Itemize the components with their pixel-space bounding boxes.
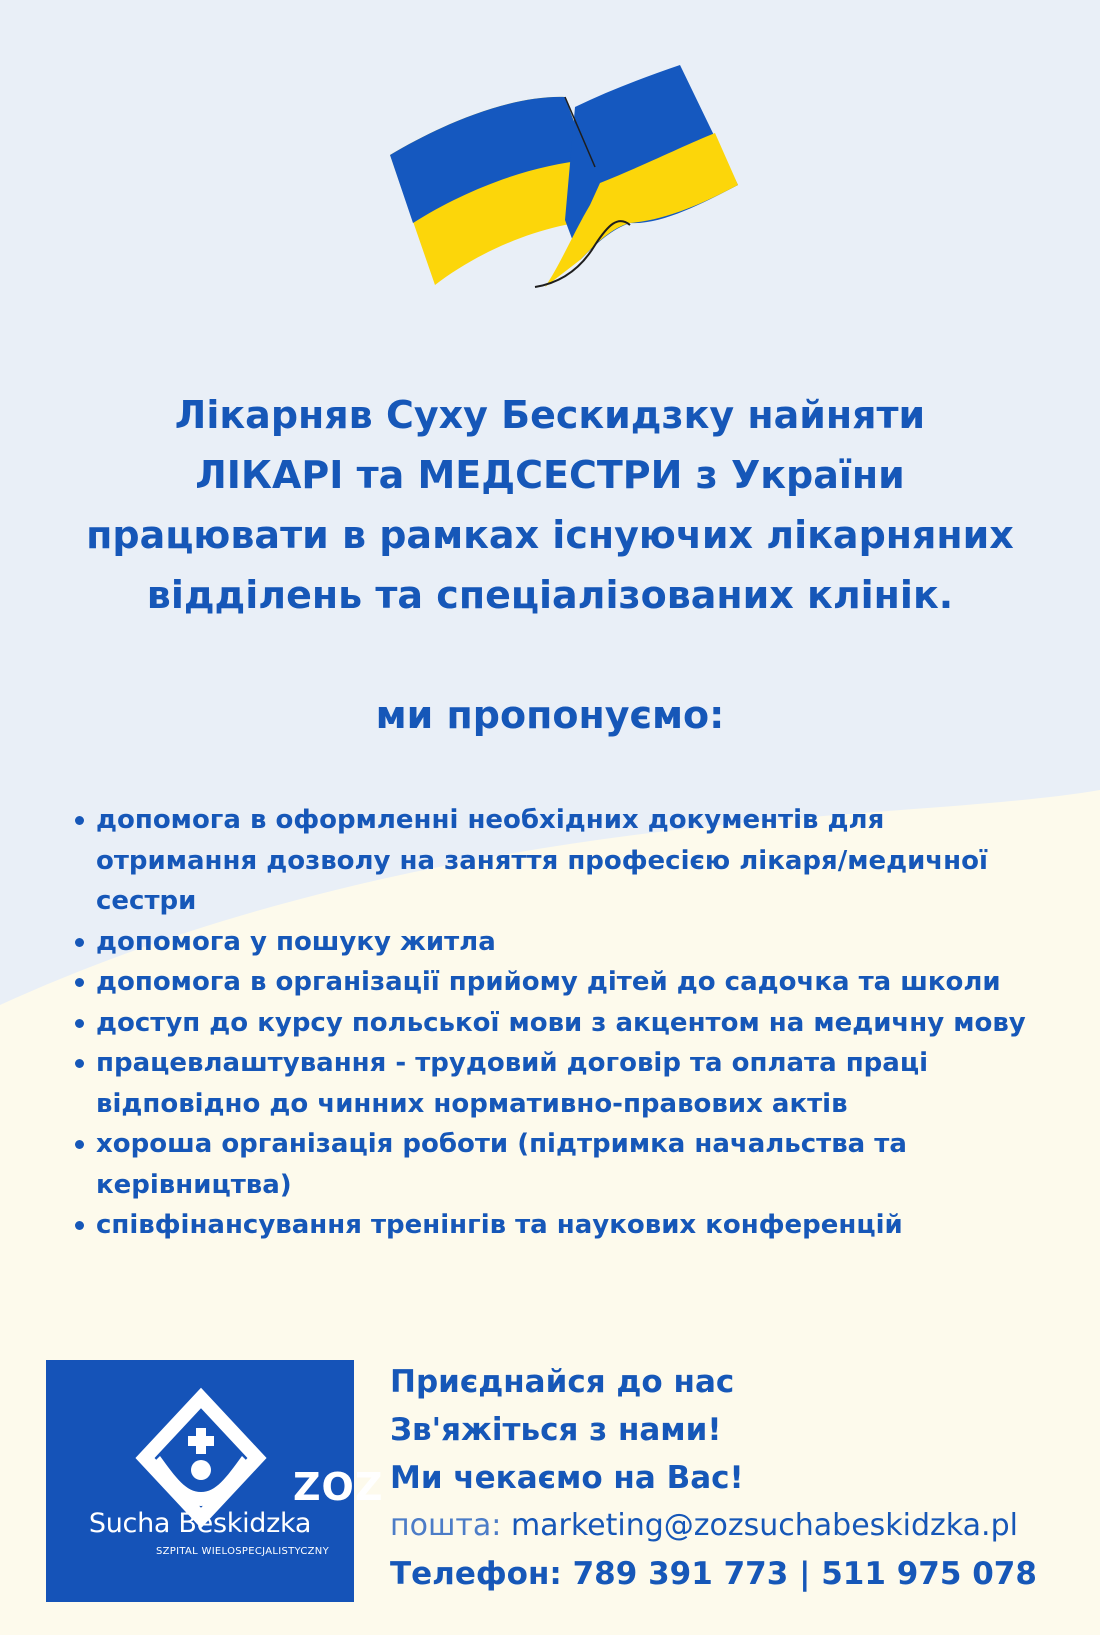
bullet-icon [75,978,84,987]
offer-text: керівництва) [96,1169,292,1200]
offer-text: співфінансування тренінгів та наукових конференцій [96,1210,903,1240]
phone-label: Телефон: [390,1556,562,1592]
join-us-text: Приєднайся до нас [390,1364,735,1400]
offer-item [96,800,1086,922]
email-link[interactable]: marketing@zozsuchabeskidzka.pl [510,1508,1018,1543]
headline-line: Лікарняв Суху Бескидзку найняти [174,393,926,437]
offer-item [96,962,1086,1003]
headline-line: відділень та спеціалізованих клінік. [146,573,954,617]
offer-text: хороша організація роботи (підтримка начальства та [96,1129,907,1159]
logo-subtitle: SZPITAL WIELOSPECJALISTYCZNY [156,1546,329,1557]
waiting-text: Ми чекаємо на Вас! [390,1460,744,1496]
offer-text: допомога в організації прийому дітей до садочка та школи [96,967,1001,997]
offer-list [96,800,1086,1246]
offer-text: доступ до курсу польської мови з акцентом на медичну мову [96,1007,1026,1038]
headline-line: працювати в рамках існуючих лікарняних [86,513,1014,557]
offer-text: допомога у пошуку житла [96,926,496,957]
ukraine-flag-icon [380,55,740,305]
contact-us-text: Зв'яжіться з нами! [390,1412,722,1448]
bullet-icon [75,1019,84,1028]
bullet-icon [75,1140,84,1149]
logo-city-text: Sucha Beskidzka [88,1508,312,1539]
contact-block [390,1358,1090,1598]
offer-text: працевлаштування - трудовий договір та оплата праці [96,1048,929,1078]
bullet-icon [75,816,84,825]
logo-zoz-text: ZOZ [293,1465,384,1509]
offer-text: відповідно до чинних нормативно-правових актів [96,1088,848,1119]
offer-text: отримання дозволу на заняття професією лікаря/медичної [96,845,988,876]
offer-title: ми пропонуємо: [375,693,725,737]
headline-line: ЛІКАРІ та МЕДСЕСТРИ з України [195,453,905,497]
offer-item [96,922,1086,963]
email-label: пошта: [390,1508,502,1543]
bullet-icon [75,1221,84,1230]
offer-text: допомога в оформленні необхідних документів для [96,805,885,835]
phone-row [390,1550,1090,1598]
hospital-logo [46,1360,384,1602]
offer-item [96,1003,1086,1044]
headline [20,385,1080,625]
offer-item [96,1205,1086,1246]
offer-item [96,1043,1086,1124]
offer-item [96,1124,1086,1205]
bullet-icon [75,1059,84,1068]
bullet-icon [75,938,84,947]
email-row [390,1502,1090,1550]
phone-numbers[interactable]: 789 391 773 | 511 975 078 [572,1556,1037,1592]
offer-text: сестри [96,886,197,916]
